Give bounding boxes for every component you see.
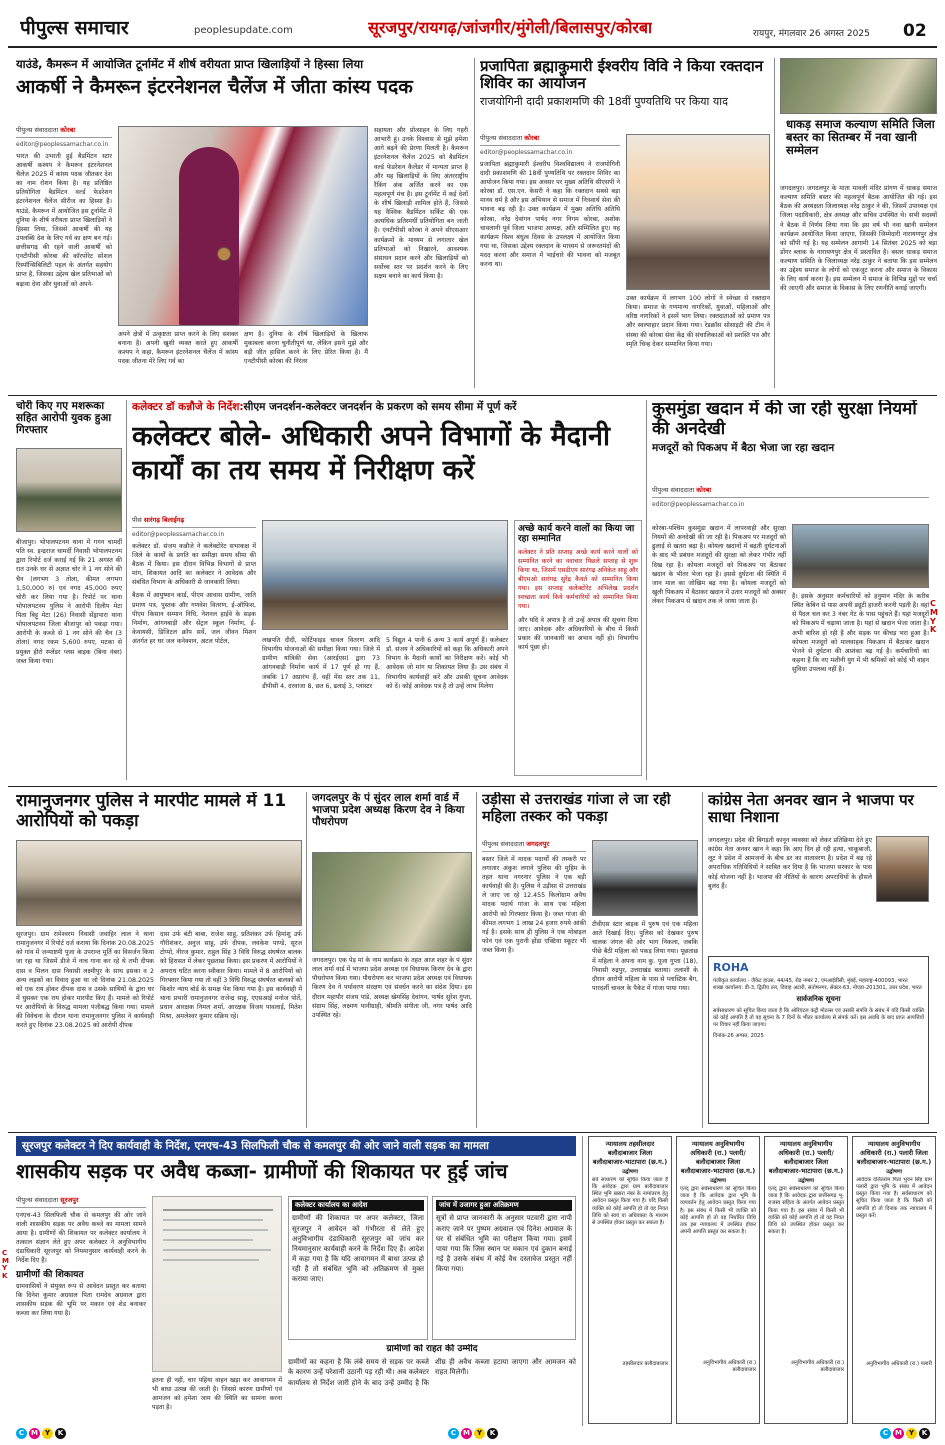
story-body: कलेक्टर डॉ. संजय कन्नौजे ने कलेक्टोरेट सभाकक्ष में जिले के कार्यों के प्रगति का समीक्षा समय सीमा की बैठक में किया। इस दौरान विभिन्न विभागों से प्राप्त मांग, शिकायत आदि का कलेक्टर ने आवेदक और संबंधित विभाग के अधिकारी से जानकारी लिया। [132,542,256,587]
byline-place: कोरबा [696,486,712,494]
page-number: 02 [903,21,927,41]
story-body: लखपति दीदी, फोर्टिफाइड चावल वितरण आदि विभागीय योजनाओं की समीक्षा किया गया। जिले में ग्रामीण यांत्रिकी सेवा (आरईएस) द्वारा 73 आंगनबाड़ी निर्माण कार्य में 17 पूर्ण हो गए हैं, जबकि 17 अप्रारंभ हैं, वहीं मेंस स्तर तक 11, डीपीसी 4, दरवाजा 8, छत 6, ढलाई 3, प्लास्टर [262,637,380,690]
blood-camp-photo [626,134,770,290]
story-kicker [132,400,642,414]
cmyk-marks-left: C M Y K [16,1428,66,1439]
story-kicker: याउंडे, कैमरून में आयोजित टूर्नामेंट में शीर्ष वरीयता प्राप्त खिलाड़ियों ने हिस्सा लिया [16,58,364,71]
story-headline: कुसमुंडा खदान में की जा रही सुरक्षा नियमों की अनदेखी [652,400,917,439]
story-headline: प्रजापिता ब्रह्माकुमारी ईश्वरीय विवि ने किया रक्तदान शिविर का आयोजन [480,58,764,93]
story-collector [132,400,642,780]
story-body: कोरबा-पश्चिम कुसमुंडा खदान में लापरवाही और सुरक्षा नियमों की अनदेखी की जा रही है। पिकअप पर मजदूरों को ढुलाई से खतरा बढ़ा है। कोयला खदानों में बढ़ती दुर्घटनाओं के बाद भी प्रबंधन मजदूरों की सुरक्षा को लेकर गंभीर नहीं दिख रहा है। कोयला मजदूरों को पिकअप पर बैठाकर खदान के भीतर भेजा रहा है। इससे दुर्घटना की स्थिति में जान माल का जोखिम बढ़ गया है। कोयला मजदूरों को खुली पिकअप में बैठाकर खदान में उतार मजदूरों को अक्सर लेकर पिकअप से खदान तक ले जाया जाता है। [652,525,786,605]
story-body: उक्त कार्यक्रम में लगभग 100 लोगों ने स्वेच्छा से रक्तदान किया। समाज के गणमान्य नागरिकों, युवाओं, महिलाओं और वरिष्ठ नागरिकों ने इसमें भाग लिया। रक्तदाताओं को प्रमाण पत्र और स्वल्पाहार प्रदान किया गया। रेडक्रॉस सोसाइटी की टीम ने संस्था की कोरबा सेवा केंद्र की संचालिकाओं को प्रशस्ति पत्र और स्मृति चिन्ह देकर सम्मानित किया गया। [626,295,770,348]
masthead-logo: पीपुल्स समाचार [20,17,129,39]
notice-1 [588,1136,672,1424]
story-subhead: ग्रामीणों को राहत की उम्मीद [386,1344,478,1354]
mine-photo [792,524,929,588]
masthead-cities: सूरजपुर/रायगढ़/जांजगीर/मुंगेली/बिलासपुर/कोरबा [368,18,653,37]
story-theft [16,400,122,780]
cmyk-side-right: C M Y K [930,600,938,635]
story-anwar-khan [708,792,929,952]
story-subhead: राजयोगिनी दादी प्रकाशमणि की 18वीं पुण्यतिथि पर किया याद [480,94,728,108]
notice-sub: उद्घोषणा [798,1178,814,1185]
story-ganja [482,792,698,1128]
anwar-khan-photo [876,836,929,902]
sidebox-body: कलेक्टर ने प्रति सप्ताह अच्छे कार्य करने वालों को सम्मानित करने का नवाचार पिछले सप्ताह से शुरू किया था, जिसमें एसडीएम सारंगढ़ अनिकेत साहू और बीएमओ सारंगढ़ सुरेंद्र कैवर्त को सम्मानित किया गया। इस सप्ताह कलेक्टोरेट अभिलेख प्रदर्शन स्वच्छता कार्य किये कर्मचारियों को सम्मानित किया गया। [518,548,638,611]
seizure-photo [592,840,698,916]
notice-4 [852,1136,936,1424]
plantation-photo [312,852,472,952]
story-body: क्षण है। दुनिया के शीर्ष खिलाड़ियों के खिलाफ मुकाबला करना चुनौतीपूर्ण था, लेकिन इसने मुझे और बड़ी जीत हासिल करने के लिए प्रेरित किया है। मैं एनटीपीसी कोरबा की निरंतर [244,331,368,366]
story-akarshi [16,58,468,388]
notice-sub: उद्घोषणा [710,1178,726,1185]
story-headline: जगदलपुर के पं सुंदर लाल शर्मा वार्ड में भाजपा प्रदेश अध्यक्ष किरण देव ने किया पौधरोपण [312,792,465,829]
notice-sub: उद्घोषणा [622,1169,638,1176]
box-body: ग्रामीणों की शिकायत पर अपर कलेक्टर, जिला सूरजपुर ने आवेदन को गंभीरता से लेते हुए अनुविभागीय दंडाधिकारी सूरजपुर को जांच कर नियमानुसार कार्यवाही करने के निर्देश दिए हैं। आदेश में कहा गया है कि यदि आवागमन में बाधा उत्पन्न हो रही है तो संबंधित भूमि को अतिक्रमण से मुक्त कराया जाए। [292,1214,424,1284]
sidebox-title: अच्छे कार्य करने वालों का किया जा रहा सम्मानित [518,524,635,545]
cmyk-side-left: C M Y K [2,1250,9,1281]
cmyk-marks-right: C M Y K [880,1428,930,1439]
collector-meeting-photo [262,520,508,630]
box-title: कलेक्टर कार्यालय का आदेश [292,1200,424,1211]
sidebox-appreciation [514,520,642,776]
roha-logo: ROHA [713,961,749,974]
byline-author: पीसं [132,516,142,524]
kicker-red: कलेक्टर डॉ कन्नौजे के निर्देश: [132,401,244,413]
sidebox-body2: और यदि वे अपात्र है तो उन्हें अपात्र की सूचना दिया जाए। आवेदक और अधिकारियों के बीच में किसी प्रकार की जानकारी का अभाव नहीं हो। विभागीय कार्य पूछा हो। [518,616,638,651]
story-body: अपने क्षेत्रों में उत्कृष्टता प्राप्त करने के लिए सशक्त बनाना है। अपनी खुशी व्यक्त करते हुए आकर्षी कश्यप ने कहा, कैमरून इंटरनेशनल चैलेंज में कांस्य पदक जीतना मेरे लिए गर्व का [118,331,238,366]
story-blood-donation [480,58,770,388]
story-subhead: मजदूरों को पिकअप में बैठा भेजा जा रहा खदान [652,442,835,455]
story-body: 5 विद्युत 4 पानी 6 अन्य 3 कार्य अपूर्ण हैं। कलेक्टर डॉ. संजय ने अधिकारियों को कहा कि अधिकारी अपने विभाग के मैदानी कार्यों का निरीक्षण करें। कोई भी आवेदक जो मांग या शिकायत लिया हैं। उस संबंध में विभागीय कार्यवाही करें और उसकी सूचना आवेदक को दें। कोई आवेदक पत्र है तो उन्हें लाभ मिलेगा [386,637,508,690]
story-body: भारत की उभरती हुई बैडमिंटन स्टार आकर्षी कश्यप ने कैमरून इंटरनेशनल चैलेंज 2025 में कांस्य पदक जीतकर देश का नाम रोशन किया है। यह प्रतिष्ठित प्रतियोगिता बैडमिंटन वर्ल्ड फेडरेशन इंटरनेशनल चैलेंज सीरीज का हिस्सा है। याउंडे, कैमरून में आयोजित इस टूर्नामेंट में दुनिया के शीर्ष वरीयता प्राप्त खिलाड़ियों ने हिस्सा लिया, जिससे आकर्षी की यह उपलब्धि देश के लिए गर्व का क्षण बन गई। छत्तीसगढ़ की रहने वाली आकर्षी को एनटीपीसी कोरबा की कॉरपोरेट सोशल रिस्पॉन्सिबिलिटी पहल के अंतर्गत सहयोग प्राप्त है, जिसका उद्देश्य खेल प्रतिभाओं को बढ़ावा देना और युवाओं को अपने- [16,152,112,288]
byline-place: सूरजपुर [60,1196,79,1204]
story-body: बीजापुर। भोपालपटनम थाना में गगन चामर्दी पति स्व. इन्द्रराज चामर्दी निवासी भोपालपटनम द्वारा रिपोर्ट दर्ज कराई गई कि 21 अगस्त की रात उनके घर से अज्ञात चोर ने 1 नग सोने की चैन (लगभग 3 तोला, कीमत लगभग 1,50,000 रु) एवं नगद 45,000 रुपए चोरी कर लिया गया है। रिपोर्ट पर थाना भोपालपटनम पुलिस ने आरोपी दिलीप मेटा पिता बिट्टू मेटा (26) निवासी सेंड्रापारा थाना भोपालपटनम जिला बीजापुर को पकड़ा गया। आरोपी के कब्जे से 1 नग सोने की चैन (3 तोला) नगद रकम 5,600 रुपए, मटका से प्रयुक्त हीरो स्प्लेंडर प्लस बाइक (बिना नंबर) जब्त किया गया। [16,539,122,665]
story-body: इतना ही नहीं, चार पहिया वाहन खड़ा कर आवागमन में भी बाधा उत्पन्न की जाती है। जिससे कारण ग्रामीणों एवं आमजन को हमेशा जाम की स्थिति का सामना करना पड़ता है। [152,1377,282,1412]
story-kusmunda [652,400,929,780]
box-inspection [432,1196,576,1340]
ad-line2: शाखा कार्यालय: डी-3, द्वितीय तल, विवाह अटारी, संतोषनगर, सेक्टर-63, नोएडा-201301, उत्तर प्रदेश, भारत [713,985,922,992]
byline-author: पीपुल्स संवाददाता [16,126,59,134]
byline-author: पीपुल्स संवाददाता [652,486,695,494]
story-ramanujnagar [16,792,302,1128]
box-collector-order [288,1196,428,1340]
box-body: सूत्रों से प्राप्त जानकारी के अनुसार पटवारी द्वारा नापी कराए जाने पर पुष्पम अग्रवाल एवं दिनेश अग्रवाल के घर से संबंधित भूमि का परीक्षण किया गया। इसमें पाया गया कि जिस स्थान पर मकान एवं दुकान बनाई गई है उसके संबंध में कोई वैध दस्तावेज प्रस्तुत नहीं किया गया। [436,1214,572,1274]
story-body: सूरजपुर। ग्राम रामेश्वरम निवासी जवाहिर लाल ने थाना रामानुजनगर में रिपोर्ट दर्ज कराया कि दिनांक 20.08.2025 को गांव में जन्माष्टमी पूजा के उपरान्त मूर्ति का विसर्जन किया जा रहा था जिसमें डीजे में नाच गाना कर रहे थे तभी दीपक दास व मिलन दास निवासी लक्ष्मीपुर के साथ इसका व 2 अन्य लड़कों का विवाद हुआ था जो दिनांक 21.08.2025 को एक राय होकर दीपक दास व उसके साथियों के द्वारा घर में घुसकर एक राय होकर मारपीट किए हैं। मामले को रिपोर्ट पर आरोपियों के विरुद्ध मामला पंजीबद्ध किया गया। मामले की विवेचना के दौरान थाना रामानुजनगर पुलिस ने कार्यवाही करते हुए दिनांक 23.08.2025 को आरोपी दीपक [16,931,154,1030]
byline-email[interactable]: editor@peoplessamachar.co.in [652,500,745,508]
notice-sign: अनुविभागीय अधिकारी (रा.) पलारी [865,1360,932,1367]
story-plantation [312,792,472,1128]
story-body: जगदलपुर। जगदलपुर के माता मावली मंदिर प्रांगण में धाकड़ समाज कल्याण समिति बस्तर की महत्वपूर्ण बैठक आयोजित की गई। इस बैठक की अध्यक्षता जिलाध्यक्ष नरेंद्र ठाकुर ने की, जिसमें उपाध्यक्ष एवं जिला पदाधिकारी, क्षेत्र अध्यक्ष और सचिव उपस्थित थे। सभी सदस्यों ने बैठक में निर्णय लिया गया कि इस वर्ष भी नवा खानी सम्मेलन कार्यक्रम आयोजित किया जाएगा, जिसकी जिम्मेदारी नारायणपुर क्षेत्र को सौंपी गई है। यह सम्मेलन आगामी 14 सितंबर 2025 को बड़ा डोंगर ब्लाक के नारायणपुर क्षेत्र में प्रस्तावित है। बस्तर धाकड़ समाज कल्याण समिति के जिलाध्यक्ष नरेंद्र ठाकुर ने बताया कि इस सम्मेलन का उद्देश्य समाज के लोगों को एकजुट करना और समाज के विकास के लिए कार्य करना है। इस सम्मेलन में समाज के विभिन्न मुद्दों पर चर्चा की जाएगी और समाज के विकास के लिए रणनीति बनाई जाएगी। [780,185,937,293]
story-headline: चोरी किए गए मशरूका सहित आरोपी युवक हुआ गिरफ्तार [16,400,112,437]
accused-group-photo [16,840,302,926]
byline-author: पीपुल्स संवाददाता [16,1196,59,1204]
story-body: ग्रामीणों का कहना है कि लंबे समय से सड़क पर कब्जे के कारण उन्हें परेशानी उठानी पड़ रही थी। अब कलेक्टर कार्यालय से निर्देश जारी होने के बाद उन्हें उम्मीद है कि शीघ्र ही अवैध कब्जा हटाया जाएगा और आमजन को राहत मिलेगी। [288,1358,576,1387]
box-title: जांच में उजागर हुआ अतिक्रमण [436,1200,572,1211]
cmyk-marks-center: C M Y K [448,1428,498,1439]
notice-title: न्यायालय अनुविभागीय अधिकारी (रा.) पलारी/बलौदाबाजार जिला बलौदाबाजार-भाटापारा (छ.ग.) [768,1140,844,1176]
ad-title: सार्वजनिक सूचना [796,995,841,1004]
player-figure [179,147,239,326]
notice-body: एतद् द्वारा सर्वसाधारण को सूचित किया जाता है कि आवेदक द्वारा छत्तीसगढ़ भू-राजस्व संहिता के अंतर्गत आवेदन प्रस्तुत किया गया है। इस संबंध में किसी भी व्यक्ति को कोई आपत्ति हो तो वह नियत तिथि को उपस्थित होकर प्रस्तुत कर सकता है। [768,1185,844,1236]
ad-body: सर्वसाधारण को सूचित किया जाता है कि ओरिएंटल कंट्री मोटल्स एवं उसकी संपत्ति के संबंध में यदि किसी व्यक्ति को कोई आपत्ति है तो वह सूचना के 7 दिनों के भीतर कार्यालय से संपर्क करें। इस अवधि के बाद प्राप्त आपत्तियों पर विचार नहीं किया जाएगा। [713,1007,924,1029]
story-body: है। इसके अनुसार कर्मचारियों को हनुमान मंदिर के करीब स्थित केबिन से पास अपनी ड्यूटी हाजरी करनी पड़ती है। वहां से पैदल चल कर 3 नंबर गेट के पास पहुंचते हैं। यहां मजदूरों को पिकअप में चढ़ाया जाता है। यहां से खदान भेजा जाता है। अभी बारिश हो रही है और सड़क पर कीचड़ भरा हुआ है। कोयला मजदूरों को मालवाहक पिकअप में बैठाकर खदान भेजने से दुर्घटना की आशंका बढ़ गई है। कर्मचारियों का कहना है कि नए मशीनी युग में भी श्रमिकों को कोई भी वाहन सुविधा उपलब्ध नहीं है। [792,593,929,673]
byline-place: कोरबा [524,134,540,142]
story-dhakad-samaj [780,58,937,388]
byline-author: पीपुल्स संवाददाता [482,840,525,848]
byline-place: सारंगढ़ बिलाईगढ़ [143,516,185,524]
byline-email[interactable]: editor@peoplessamachar.co.in [132,530,225,538]
notice-title: न्यायालय तहसीलदार बलौदाबाजार जिला बलौदाबाजार-भाटापारा (छ.ग.) [592,1140,668,1167]
story-body: जगदलपुर। प्रदेश की बिगड़ती कानून व्यवस्था को लेकर प्रतिक्रिया देते हुए कांग्रेस नेता अनवर खान ने कहा कि आए दिन हो रही हत्या, चाकूबाजी, लूट ने प्रदेश में आमजनों के बीच डर का वातावरण है। प्रदेश में बढ़ रहे अपराधिक गतिविधियों ने साबित कर दिया है कि भाजपा सरकार के पास कोई योजना नहीं है। भाजपा की नीतियों के कारण अपराधियों के हौसले बुलंद हैं। [708,837,872,890]
roha-public-notice-ad [708,956,929,1124]
story-body: जगदलपुर। एक पेड़ मां के नाम कार्यक्रम के तहत आज शहर के पं सुंदर लाल शर्मा वार्ड में भाजपा प्रदेश अध्यक्ष एवं विधायक किरण देव के द्वारा पौधरोपण किया गया। पौधरोपण कर भाजपा प्रदेश अध्यक्ष एवं विधायक किरण देव ने पर्यावरण संरक्षण एवं संवर्धन करने का संदेश दिया। इस दौरान महापौर संजय पांडे, अध्यक्ष खेमसिंह देवांगन, पार्षद सुरेश गुप्ता, संग्राम सिंह, लक्ष्मण पानीग्राही, श्रीमति संगीता जी, नगर पार्षद आदि उपस्थित रहे। [312,957,472,1019]
notice-sign: तहसीलदार बलौदाबाजार [622,1360,668,1367]
banner-strap: सूरजपुर कलेक्टर ने दिए कार्यवाही के निर्देश, एनएच-43 सिलफिली चौक से कमलपुर की ओर जाने वाली सड़क का मामला [16,1136,576,1156]
story-body: ग्रामवासियों ने संयुक्त रूप से आवेदन प्रस्तुत कर बताया कि दिनेश कुमार अग्रवाल पिता रामदेव अग्रवाल द्वारा शासकीय सड़क की भूमि पर मकान एवं शेड बनाकर कब्जा कर लिया गया है। [16,1282,146,1318]
akarshi-photo [118,126,368,326]
story-headline: धाकड़ समाज कल्याण समिति जिला बस्तर का सितम्बर में नवा खानी सम्मेलन [786,117,935,158]
story-body: प्रजापिता ब्रह्माकुमारी ईश्वरीय विश्वविद्यालय ने राजयोगिनी दादी प्रकाशमणि की 18वीं पुण्यतिथि पर रक्तदान शिविर का आयोजन किया गया। इस अवसर पर मुख्य अतिथि सीएसपी ने कोरबा डॉ. एस.एन. केसरी ने कहा कि रक्तदान सबसे बड़ा मानव धर्म है और इस अभियान से समाज में निःस्वार्थ सेवा की भावना बढ़ रही है। उक्त कार्यक्रम में मुख्य अतिथि अतिथि कोरबा, नरेंद्र देवांगन पार्षद नगर निगम कोरबा, अशोक चावलानी पूर्व जिला भाजपा अध्यक्ष, अति सम्मिलित हुए। यह कार्यक्रम विश्व बंधुत्व दिवस के उपलक्ष्य में आयोजित किया गया था, जिसका उद्देश्य रक्तदान के माध्यम से जरूरतमंदों की मदद करना और समाज में भाईचारे की भावना को मजबूत करना था। [480,160,620,269]
story-subhead: ग्रामीणों की शिकायत [16,1269,84,1280]
story-body: सहायता और प्रोत्साहन के लिए गहरी आभारी हूं। उनके विश्वास से मुझे हमेशा आगे बढ़ने की प्रेरणा मिलती है। कैमरून इंटरनेशनल चैलेंज 2025 को बैडमिंटन वर्ल्ड फेडरेशन कैलेंडर में मान्यता प्राप्त है और यह खिलाड़ियों के लिए अंतरराष्ट्रीय रैंकिंग अंक अर्जित करने का एक महत्वपूर्ण मंच है। इस टूर्नामेंट में कई देशों के शीर्ष खिलाड़ी शामिल होते हैं, जिससे यह वैश्विक बैडमिंटन सर्किट की एक अत्यधिक प्रतिस्पर्धी प्रतियोगिता बन जाती है। एनटीपीसी कोरबा ने अपने सीएसआर कार्यक्रमों के माध्यम से लगातार खेल प्रतिभाओं को निखारने, आवश्यक संसाधन प्रदान करने और खिलाड़ियों को सर्वोच्च स्तर पर प्रदर्शन करने के लिए सक्षम बनाने का कार्य किया है। [374,127,468,280]
ad-date: दिनांक-26 अगस्त, 2025 [713,1032,764,1039]
story-body: एनएच-43 सिलफिली चौक से कमलपुर की ओर जाने वाली शासकीय सड़क पर अवैध कब्जे का मामला सामने आया है। ग्रामीणों की शिकायत पर कलेक्टर कार्यालय ने तत्काल संज्ञान लेते हुए अपर कलेक्टर ने अनुविभागीय दंडाधिकारी सूरजपुर को नियमानुसार कार्यवाही करने के निर्देश दिए हैं। [16,1211,146,1265]
notice-2 [676,1136,760,1424]
story-headline: आकर्षी ने कैमरून इंटरनेशनल चैलेंज में जीता कांस्य पदक [16,76,413,99]
notice-title: न्यायालय अनुविभागीय अधिकारी (रा.) पलारी/बलौदाबाजार जिला बलौदाबाजार-भाटापारा (छ.ग.) [680,1140,756,1176]
notice-sign: अनुविभागीय अधिकारी (रा.) बलौदाबाजार [702,1359,756,1373]
story-headline: कलेक्टर बोले- अधिकारी अपने विभागों के मैदानी कार्यों का तय समय में निरीक्षण करें [132,421,611,486]
byline-place: जगदलपुर [526,840,549,848]
medal-icon [217,247,231,261]
notice-3 [764,1136,848,1424]
ad-line1: पंजीकृत कार्यालय - जैकेट हाउस, 44/45, रोड नम्बर 2, एमआईडीसी, मुंबई, महाराष्ट्र-400093, भारत [713,977,908,984]
story-headline: कांग्रेस नेता अनवर खान ने भाजपा पर साधा निशाना [708,792,914,827]
masthead-date: रायपुर, मंगलवार 26 अगस्त 2025 [753,29,870,39]
story-headline: उड़ीसा से उत्तराखंड गांजा ले जा रही महिला तस्कर को पकड़ा [482,792,671,825]
byline-email[interactable]: editor@peoplessamachar.co.in [16,140,109,148]
byline-email[interactable]: editor@peoplessamachar.co.in [480,148,573,156]
notice-body: आवेदक दलितराम पिता भुवन सिंह ग्राम पलारी द्वारा भूमि के संबंध में आवेदन प्रस्तुत किया गया है। सर्वसाधारण को सूचित किया जाता है कि किसी को आपत्ति हो तो दिनांक तक न्यायालय में प्रस्तुत करें। [856,1176,932,1219]
complaint-document-image [152,1196,282,1372]
banner-headline: शासकीय सड़क पर अवैध कब्जा- ग्रामीणों की शिकायत पर हुई जांच [16,1160,508,1183]
notice-body: सर्व साधारण को सूचित किया जाता है कि आवेदक द्वारा ग्राम बलौदाबाजार स्थित भूमि खसरा नंबर के नामांतरण हेतु आवेदन प्रस्तुत किया गया है। यदि किसी व्यक्ति को कोई आपत्ति हो तो वह नियत तिथि को स्वयं या अधिवक्ता के माध्यम से उपस्थित होकर प्रस्तुत कर सकता है। [592,1176,668,1227]
website-link[interactable]: peoplesupdate.com [194,25,293,36]
byline-author: पीपुल्स संवाददाता [480,134,523,142]
story-body: दास उर्फ बंटी बाबा, राजेश साहू, प्रतिशंकर उर्फ हिमांशु उर्फ गौरीशंकर, अनुज साहू, उर्फ दीपक, लवकेश पाण्डे, सूरज टोप्पो, नीरज कुमार, राहुल सिंह 3 विधि विरुद्ध संघर्षरत बालक को हिरासत में लेकर पूछताछ किया। इस प्रकरण में आरोपियों ने अपराध घटित करना स्वीकार किया। मामले में 8 आरोपियों को गिरफ्तार किया गया तो वहीं 3 विधि विरुद्ध संघर्षरत बालकों को किशोर न्याय बोर्ड के समक्ष पेश किया गया है। इस कार्यवाही में थाना प्रभारी रामानुजनगर राजेन्द्र साहू, एएसआई मनोज पोर्ते, प्रधान आरक्षक निमल शर्मा, आरक्षक विजय पावलाई, मितेश मिश्रा, अमलेश्वर कुमार सक्रिय रहे। [160,931,302,1021]
police-photo [16,448,122,532]
story-body: बैठक में आयुष्मान कार्ड, पीएम आवास ग्रामीण, जाति प्रमाण पत्र, पुस्तक और गणवेश वितरण, ई-ऑफिस, पीएम किसान सम्मान निधि, नेशनल हाईवे के सड़क निर्माण, आंगनबाड़ी और सेंट्रल स्कूल निर्माण, ई-केवायसी, डिजिटल क्रॉप सर्वे, जल जीवन मिशन अंतर्गत हर घर जल कनेक्शन, अटल पोर्टल, [132,592,256,646]
story-encroachment [16,1196,576,1424]
meeting-photo [780,58,937,114]
notice-body: एतद् द्वारा सर्वसाधारण को सूचित किया जाता है कि आवेदक द्वारा भूमि के व्यपवर्तन हेतु आवेदन प्रस्तुत किया गया है। इस संबंध में किसी भी व्यक्ति को कोई आपत्ति हो तो वह निर्धारित तिथि तक इस न्यायालय में उपस्थित होकर अपनी आपत्ति प्रस्तुत कर सकता है। [680,1185,756,1236]
notice-sign: अनुविभागीय अधिकारी (रा.) बलौदाबाजार [790,1359,844,1373]
story-headline: रामानुजनगर पुलिस ने मारपीट मामले में 11 आरोपियों को पकड़ा [16,792,287,831]
masthead [8,8,937,48]
story-body: टीवीएस स्टार बाइक में पुरुष एवं एक महिला आते दिखाई दिए। पुलिस को देखकर पुरुष चालक जंगल की ओर भाग निकला, जबकि पीछे बैठी महिला को पकड़ लिया गया। पूछताछ में महिला ने अपना नाम कु. पूजा गुप्ता (18), निवासी रुद्रपुर, उत्तराखंड बताया। तलाशी के दौरान आरोपी महिला के पास से प्लास्टिक बैग, पारदर्शी चावल के पैकेट में गांजा पाया गया। [592,921,698,992]
byline-place: कोरबा [60,126,76,134]
notice-title: न्यायालय अनुविभागीय अधिकारी (रा.) पलारी जिला बलौदाबाजार-भाटापारा (छ.ग.) [856,1140,932,1167]
kicker-rest: सीएम जनदर्शन-कलेक्टर जनदर्शन के प्रकरण को समय सीमा में पूर्ण करें [243,401,517,413]
story-body: बस्तर जिले में मादक पदार्थों की तस्करी पर लगातार अंकुश लगाने पुलिस की मुहिम के तहत थाना नगरनार पुलिस ने एक बड़ी कार्यवाही की है। पुलिस ने उड़ीसा से उत्तराखंड ले जाए जा रहे 12.455 किलोग्राम अवैध मादक पदार्थ गांजा के साथ एक महिला आरोपी को गिरफ्तार किया है। जब्त गांजा की कीमत लगभग 1 लाख 24 हजार रुपये आंकी गई है। इसके साथ ही पुलिस ने एक मोबाइल फोन एवं एक पुरानी होंडा एक्टिवा स्कूटर भी जब्त किया है। [482,855,586,955]
notice-sub: उद्घोषणा [886,1169,902,1176]
